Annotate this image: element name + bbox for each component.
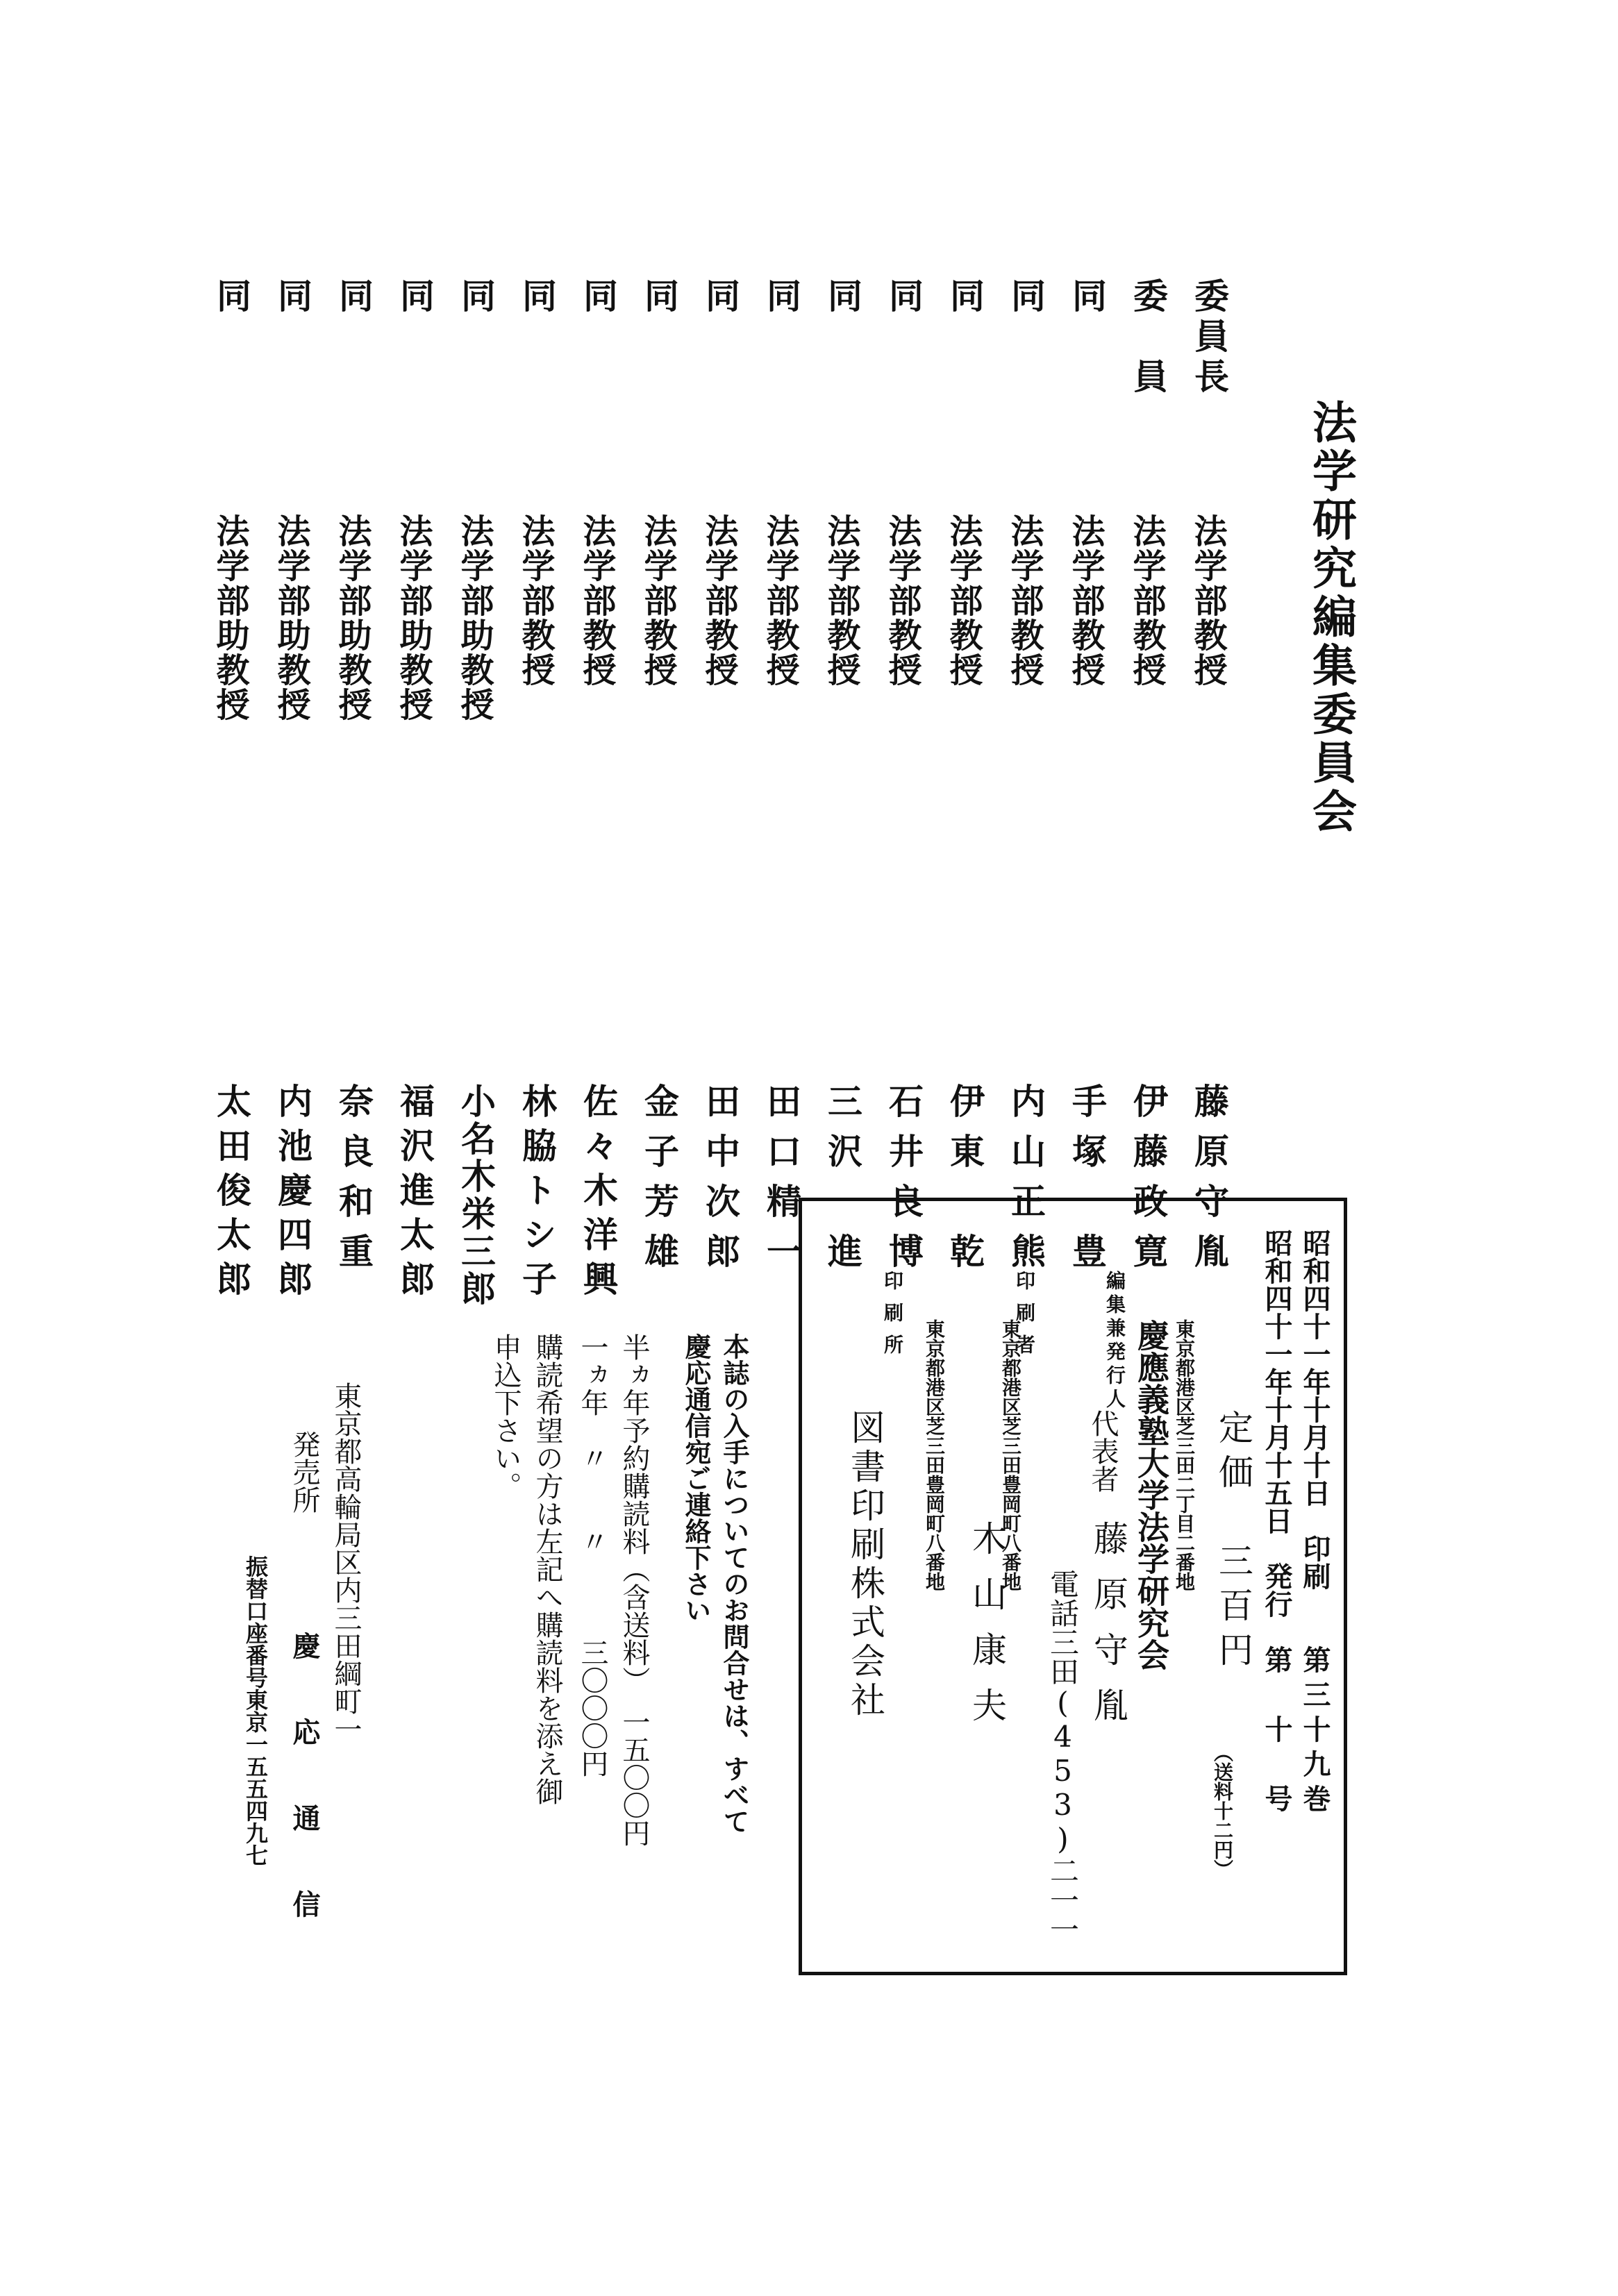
publisher-label: 発売所	[288, 1430, 320, 1514]
postal-account: 振替口座番号東京一五五四九七	[242, 1555, 269, 1866]
issue-number: 第 十 号	[1260, 1645, 1293, 1819]
member-entry	[451, 278, 506, 1308]
printshop-address: 東京都港区芝三田豊岡町八番地	[923, 1319, 946, 1591]
member-entry	[1062, 278, 1117, 1283]
member-position: 法学部教授	[1005, 514, 1044, 687]
printer-label: 印刷者	[1013, 1271, 1036, 1366]
member-name: 奈良和重	[333, 1083, 374, 1283]
colophon-box	[799, 1198, 1347, 1975]
half-year-rate: 半ヵ年予約購読料（含送料） 一五〇〇円	[618, 1333, 650, 1847]
postage: （送料十二円）	[1211, 1743, 1234, 1879]
member-role: 同	[883, 278, 924, 312]
member-entry	[573, 278, 628, 1305]
member-entry	[634, 278, 690, 1283]
member-name: 佐々木洋興	[578, 1083, 619, 1305]
member-name: 太田俊太郎	[211, 1083, 252, 1305]
member-role: 同	[639, 278, 680, 312]
member-role: 同	[272, 278, 313, 312]
member-entry	[512, 278, 567, 1305]
publisher-name: 慶 応 通 信	[288, 1632, 321, 1933]
member-position: 法学部助教授	[210, 514, 249, 722]
member-entry	[1184, 278, 1240, 1283]
printer-address: 東京都港区芝三田豊岡町八番地	[999, 1319, 1022, 1591]
member-position: 法学部教授	[1188, 514, 1227, 687]
member-position: 法学部教授	[638, 514, 677, 687]
member-role: 委 員	[1128, 278, 1169, 399]
member-name: 金子芳雄	[639, 1083, 680, 1283]
member-entry	[1001, 278, 1056, 1283]
member-role: 委員長	[1189, 278, 1230, 399]
member-name: 福沢進太郎	[394, 1083, 435, 1305]
member-entry	[1123, 278, 1178, 1283]
member-name: 内山正熊	[1006, 1083, 1046, 1283]
editor-rep-name: 藤原守胤	[1088, 1520, 1128, 1743]
request-line2: 申込下さい。	[490, 1333, 522, 1500]
phone: 電話三田(453)二一一	[1046, 1569, 1080, 1943]
member-entry	[390, 278, 445, 1305]
member-role: 同	[333, 278, 374, 312]
request-line1: 購読希望の方は左記へ購読料を添え御	[531, 1333, 563, 1805]
publisher-address: 東京都高輪局区内三田綱町一	[330, 1382, 362, 1743]
issued-date: 昭和四十一年十月十五日 発行	[1260, 1229, 1293, 1618]
member-role: 同	[394, 278, 435, 312]
member-role: 同	[700, 278, 741, 312]
member-role: 同	[1067, 278, 1108, 312]
member-entry	[817, 278, 873, 1283]
member-position: 法学部助教授	[455, 514, 494, 722]
notice-line1: 本誌の入手についてのお問合せは、すべて	[719, 1333, 750, 1834]
price: 定価 三百円	[1213, 1409, 1253, 1676]
member-role: 同	[456, 278, 497, 312]
member-entry	[878, 278, 934, 1283]
member-position: 法学部教授	[699, 514, 738, 687]
editor-label: 編集兼発行人	[1103, 1271, 1126, 1412]
member-position: 法学部教授	[577, 514, 616, 687]
member-position: 法学部助教授	[333, 514, 372, 722]
printer-name: 木山康夫	[967, 1520, 1007, 1743]
member-position: 法学部教授	[1127, 514, 1166, 687]
member-position: 法学部教授	[883, 514, 921, 687]
editor-org: 慶應義塾大学法学研究会	[1133, 1319, 1170, 1670]
member-position: 法学部助教授	[272, 514, 310, 722]
member-name: 林脇トシ子	[517, 1083, 558, 1305]
member-role: 同	[517, 278, 558, 312]
member-position: 法学部教授	[1066, 514, 1105, 687]
editor-address: 東京都港区芝三田二丁目二番地	[1173, 1319, 1196, 1591]
member-entry	[940, 278, 995, 1283]
member-name: 三沢 進	[822, 1083, 863, 1283]
member-entry	[756, 278, 812, 1283]
member-role: 同	[822, 278, 863, 312]
member-entry	[328, 278, 384, 1283]
member-position: 法学部教授	[516, 514, 555, 687]
printshop-label: 印刷所	[881, 1271, 904, 1366]
member-role: 同	[761, 278, 802, 312]
member-name: 伊藤政寛	[1128, 1083, 1169, 1283]
member-role: 同	[1006, 278, 1046, 312]
member-position: 法学部教授	[944, 514, 983, 687]
member-position: 法学部助教授	[394, 514, 433, 722]
member-position: 法学部教授	[821, 514, 860, 687]
member-entry	[695, 278, 751, 1283]
one-year-rate: 一ヵ年 〃 〃 三〇〇〇円	[576, 1333, 608, 1777]
printed-date: 昭和四十一年十月十日 印刷	[1299, 1229, 1331, 1590]
editor-rep-label: 代表者	[1087, 1409, 1119, 1493]
member-role: 同	[578, 278, 619, 312]
member-name: 田口精一	[761, 1083, 802, 1283]
committee-title: 法学研究編集委員会	[1305, 399, 1357, 837]
volume: 第三十九巻	[1299, 1645, 1331, 1819]
member-entry	[206, 278, 262, 1305]
member-role: 同	[944, 278, 985, 312]
printshop-name: 図書印刷株式会社	[845, 1409, 885, 1720]
member-role: 同	[211, 278, 252, 312]
member-name: 伊東 乾	[944, 1083, 985, 1283]
member-name: 内池慶四郎	[272, 1083, 313, 1305]
member-name: 田中次郎	[700, 1083, 741, 1283]
member-position: 法学部教授	[760, 514, 799, 687]
member-name: 手塚 豊	[1067, 1083, 1108, 1283]
notice-line2: 慶応通信宛ご連絡下さい	[681, 1333, 712, 1623]
member-entry	[267, 278, 323, 1305]
member-name: 藤原守胤	[1189, 1083, 1230, 1283]
member-name: 石井良博	[883, 1083, 924, 1283]
member-name: 小名木栄三郎	[456, 1083, 497, 1308]
